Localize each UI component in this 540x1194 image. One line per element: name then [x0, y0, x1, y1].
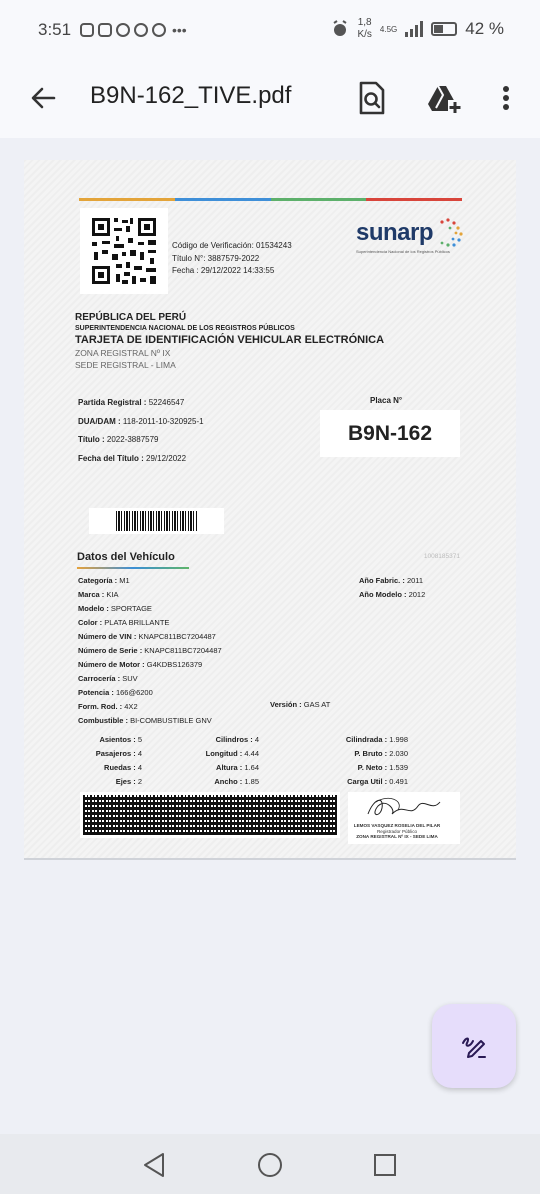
spec-row: Carga Util : 0.491 — [347, 777, 408, 786]
specs-column-1 — [64, 733, 142, 789]
pdf-page[interactable] — [24, 160, 516, 860]
vehicle-row: Número de Motor : G4KDBS126379 — [78, 660, 203, 669]
logo-dots-icon — [434, 218, 464, 248]
barcode — [89, 508, 224, 534]
spec-row: P. Neto : 1.539 — [357, 763, 408, 772]
vehicle-row: Carrocería : SUV — [78, 674, 138, 683]
registry-seat: SEDE REGISTRAL - LIMA — [75, 360, 176, 370]
vehicle-row: Potencia : 166@6200 — [78, 688, 153, 697]
notification-icons — [80, 22, 187, 38]
registry-row: Fecha del Título : 29/12/2022 — [78, 453, 187, 463]
registry-info — [78, 394, 204, 468]
vehicle-row: Número de Serie : KNAPC811BC7204487 — [78, 646, 222, 655]
stripe-segment — [366, 198, 462, 201]
globe-icon — [134, 23, 148, 37]
issue-date: Fecha : 29/12/2022 14:33:55 — [172, 266, 275, 275]
edit-annotate-button[interactable] — [432, 1004, 516, 1088]
verification-block — [172, 240, 292, 278]
status-right — [331, 17, 504, 41]
card-title: TARJETA DE IDENTIFICACIÓN VEHICULAR ELECTRÓNICA — [75, 334, 385, 346]
qr-code-image — [80, 208, 168, 294]
instagram-icon — [98, 23, 112, 37]
vehicle-row: Marca : KIA — [78, 590, 119, 599]
spec-row: Ejes : 2 — [115, 777, 142, 786]
spec-row: Longitud : 4.44 — [205, 749, 259, 758]
facebook-icon — [116, 23, 130, 37]
pdf-viewer[interactable] — [0, 138, 540, 1134]
edit-pen-icon — [459, 1031, 489, 1061]
pdf417-barcode-image — [83, 795, 337, 835]
signature-scribble — [348, 792, 460, 824]
system-nav-bar — [0, 1134, 540, 1194]
network-type: 4.5G — [379, 24, 398, 34]
registry-row: Partida Registral : 52246547 — [78, 398, 185, 407]
title-number: Título N°: 3887579-2022 — [172, 253, 260, 263]
document-header — [75, 312, 384, 370]
color-stripe — [79, 198, 462, 201]
spec-row: Cilindros : 4 — [215, 735, 259, 744]
registry-row: DUA/DAM : 118-2011-10-320925-1 — [78, 416, 204, 426]
spec-row: Asientos : 5 — [99, 735, 142, 744]
vehicle-section-title: Datos del Vehículo — [77, 551, 175, 563]
drive-add-icon[interactable] — [426, 80, 462, 116]
home-nav-icon[interactable] — [257, 1152, 283, 1178]
stripe-segment — [175, 198, 271, 201]
chrome-icon — [152, 23, 166, 37]
back-arrow-icon[interactable] — [28, 82, 60, 114]
signature-text: LEMOS VASQUEZ ROSELIA DEL PILAR Registrador Público ZONA REGISTRAL Nº IX - SEDE LIMA — [353, 823, 441, 840]
specs-column-2 — [174, 733, 259, 789]
stripe-segment — [271, 198, 367, 201]
signal-icon — [405, 21, 423, 37]
vehicle-years — [359, 574, 425, 602]
spec-row: Cilindrada : 1.998 — [345, 735, 408, 744]
battery-icon — [431, 22, 457, 36]
plate-label: Placa N° — [370, 396, 403, 405]
spec-row: Ruedas : 4 — [104, 763, 142, 772]
republic-heading: REPÚBLICA DEL PERÚ — [75, 312, 187, 323]
vehicle-row: Número de VIN : KNAPC811BC7204487 — [78, 632, 216, 641]
section-underline — [77, 567, 189, 569]
year-row: Año Modelo : 2012 — [359, 590, 426, 599]
vehicle-row: Combustible : BI-COMBUSTIBLE GNV — [78, 716, 212, 725]
qr-code — [80, 208, 168, 294]
document-title: B9N-162_TIVE.pdf — [90, 82, 292, 109]
spec-row: Altura : 1.64 — [216, 763, 259, 772]
net-speed: 1,8 K/s — [357, 17, 372, 40]
back-nav-icon[interactable] — [142, 1152, 166, 1178]
year-row: Año Fabric. : 2011 — [359, 576, 424, 585]
registry-row: Título : 2022-3887579 — [78, 435, 159, 444]
plate-number: B9N-162 — [320, 410, 460, 457]
pdf417-barcode — [80, 792, 340, 838]
specs-column-3 — [312, 733, 408, 789]
vehicle-row: Color : PLATA BRILLANTE — [78, 618, 170, 627]
vehicle-row: Modelo : SPORTAGE — [78, 604, 152, 613]
logo-subtext: Superintendencia Nacional de los Registros Públicos — [356, 249, 450, 254]
stripe-segment — [79, 198, 175, 201]
more-notifications-icon: ••• — [172, 22, 187, 38]
superintendence-heading: SUPERINTENDENCIA NACIONAL DE LOS REGISTROS PÚBLICOS — [75, 325, 295, 332]
spec-row: P. Bruto : 2.030 — [354, 749, 408, 758]
search-document-icon[interactable] — [356, 80, 388, 116]
registry-zone: ZONA REGISTRAL Nº IX — [75, 348, 171, 358]
spec-row: Pasajeros : 4 — [95, 749, 142, 758]
alarm-icon — [331, 20, 349, 38]
sunarp-logo — [356, 218, 464, 254]
barcode-image — [116, 511, 198, 531]
status-time: 3:51 — [38, 20, 72, 39]
instagram-icon — [80, 23, 94, 37]
vehicle-id-number: 1008185371 — [423, 553, 460, 560]
battery-percent: 42 % — [465, 19, 504, 38]
logo-word: sunarp — [356, 219, 434, 246]
vehicle-row: Categoría : M1 — [78, 576, 130, 585]
vehicle-row: Form. Rod. : 4X2 — [78, 702, 138, 711]
more-options-icon[interactable] — [494, 80, 518, 116]
verification-code: Código de Verificación: 01534243 — [172, 241, 292, 250]
recents-nav-icon[interactable] — [373, 1153, 397, 1177]
app-bar — [0, 62, 540, 138]
spec-row: Ancho : 1.85 — [214, 777, 259, 786]
vehicle-data-list — [78, 574, 222, 728]
registrar-signature — [348, 792, 460, 844]
status-bar — [0, 0, 540, 62]
vehicle-version: Versión : GAS AT — [270, 700, 331, 709]
